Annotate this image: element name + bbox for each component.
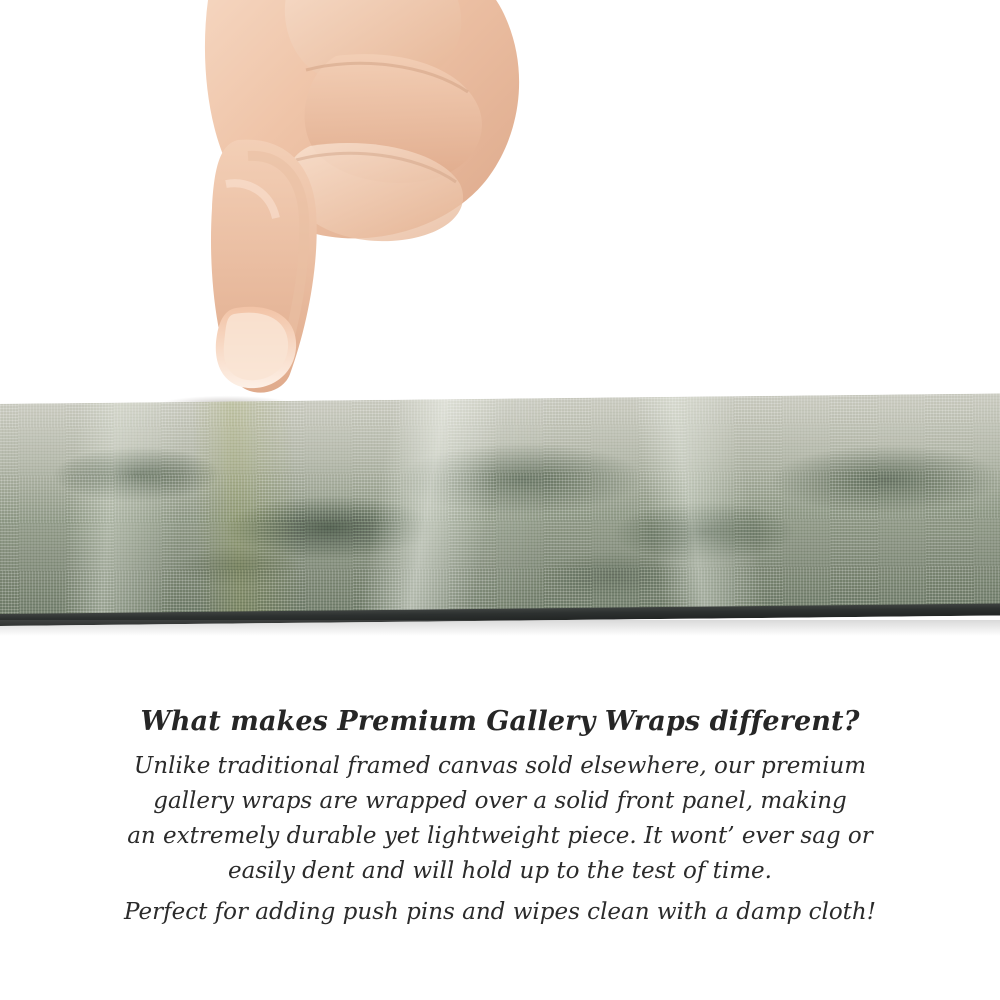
caption-line: easily dent and will hold up to the test of time. (228, 857, 772, 884)
caption-heading: What makes Premium Gallery Wraps different? (140, 706, 860, 737)
canvas-speckles (0, 393, 1000, 626)
caption-line: Unlike traditional framed canvas sold elsewhere, our premium (133, 752, 867, 779)
caption-line: Perfect for adding push pins and wipes clean with a damp cloth! (124, 898, 876, 925)
caption-line: an extremely durable yet lightweight piece. It wont’ ever sag or (127, 822, 873, 849)
caption-line: gallery wraps are wrapped over a solid front panel, making (153, 787, 847, 814)
canvas-drop-shadow (0, 620, 1000, 636)
premium-gallery-wrap-edge (0, 393, 1000, 626)
hand-fist-with-extended-finger (130, 0, 550, 420)
caption-block (0, 660, 1000, 1000)
caption-body (70, 749, 930, 930)
